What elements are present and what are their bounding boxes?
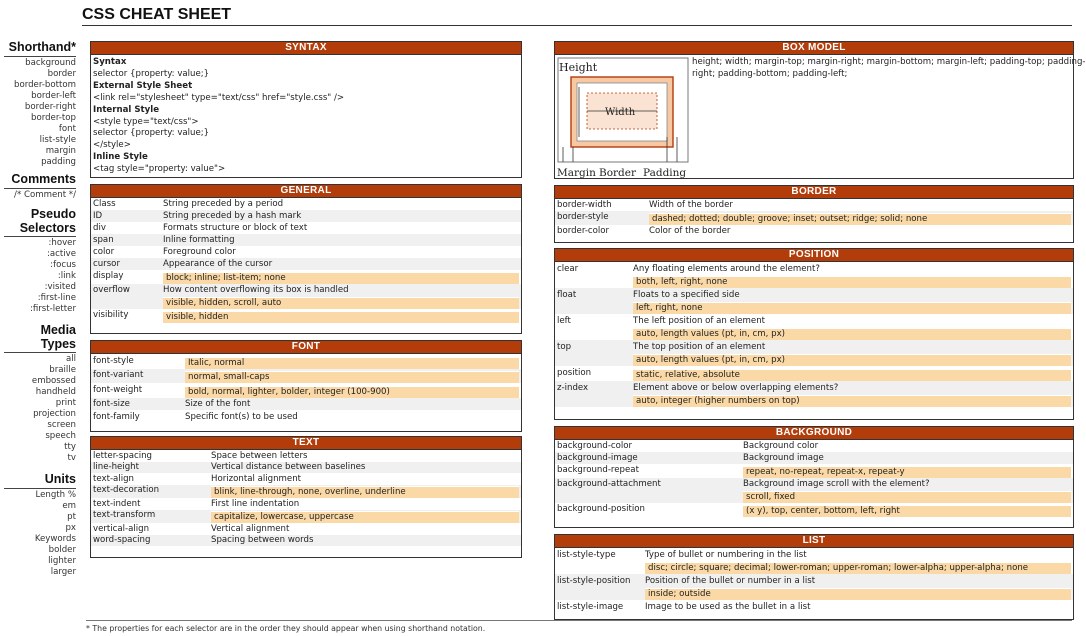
sidebar-item: :first-line: [37, 293, 76, 303]
property-value: [631, 262, 1073, 288]
sidebar-item: projection: [33, 409, 76, 419]
property-value: [741, 478, 1073, 503]
description: First line indentation: [211, 498, 300, 509]
description: Specific font(s) to be used: [185, 411, 298, 422]
sidebar-item: braille: [49, 365, 76, 375]
table-row: [91, 410, 521, 423]
property-value: [209, 473, 521, 485]
table-row: [91, 284, 521, 309]
property-name: text-align: [93, 473, 135, 484]
table-row: [555, 440, 1073, 452]
property-name: border-color: [557, 226, 610, 236]
property-value: [741, 503, 1073, 517]
property-value: [183, 383, 521, 398]
table-row: [555, 288, 1073, 314]
sidebar-item: :first-letter: [29, 304, 76, 314]
syntax-line: selector {property: value;}: [93, 68, 210, 79]
sidebar-item: larger: [50, 567, 76, 577]
description: String preceded by a hash mark: [163, 211, 302, 221]
property-value: [161, 270, 521, 284]
property-name: list-style-position: [555, 574, 643, 600]
text-table: [91, 450, 521, 546]
description: Color of the border: [649, 226, 731, 236]
property-name: clear: [557, 264, 579, 274]
table-row: [91, 309, 521, 323]
property-name: float: [555, 288, 631, 314]
sidebar-heading: Units: [4, 472, 76, 489]
table-row: [555, 211, 1073, 225]
property-value: [209, 510, 521, 524]
table-row: [91, 222, 521, 234]
table-row: [91, 450, 521, 462]
description: String preceded by a period: [163, 199, 284, 209]
table-row: [91, 198, 521, 210]
table-row: [555, 600, 1073, 613]
description: Size of the font: [185, 399, 251, 409]
property-name: text-transform: [91, 510, 209, 524]
position-header: POSITION: [555, 249, 1073, 262]
sidebar-item: embossed: [31, 376, 76, 386]
property-name: background-color: [557, 441, 633, 451]
value-options: bold, normal, lighter, bolder, integer (100-900): [185, 386, 519, 398]
property-value: [209, 462, 521, 474]
syntax-body: [91, 55, 521, 178]
table-row: [555, 574, 1073, 600]
description: Position of the bullet or number in a list: [645, 576, 816, 586]
sidebar-item: print: [55, 398, 76, 408]
sidebar-item: tv: [67, 453, 76, 463]
value-options: auto, length values (pt, in, cm, px): [633, 328, 1071, 340]
sidebar-item: border-top: [30, 113, 76, 123]
sidebar-item: border: [47, 69, 76, 79]
sidebar-item: :focus: [50, 260, 76, 270]
sidebar-heading: Media Types: [4, 323, 76, 353]
property-name: font-weight: [93, 384, 143, 395]
property-name: list-style-image: [557, 602, 624, 612]
value-options: auto, integer (higher numbers on top): [633, 395, 1071, 407]
border-label: Border: [599, 167, 637, 179]
property-name: background-position: [557, 504, 645, 514]
font-section: [90, 340, 522, 432]
property-value: [631, 288, 1073, 314]
syntax-line: <link rel="stylesheet" type="text/css" href="style.css" />: [93, 92, 345, 103]
title-rule: [82, 25, 1072, 26]
page-title: CSS CHEAT SHEET: [82, 6, 232, 23]
property-name: font-size: [91, 398, 183, 411]
sidebar-item: speech: [45, 431, 76, 441]
property-name: z-index: [555, 381, 631, 407]
property-value: [161, 309, 521, 323]
table-row: [555, 478, 1073, 503]
property-name: Class: [93, 199, 116, 209]
description: Spacing between words: [211, 535, 314, 545]
property-value: [741, 452, 1073, 464]
property-name: background-attachment: [555, 478, 741, 503]
table-row: [91, 270, 521, 284]
sidebar-item: Keywords: [34, 534, 76, 544]
property-name: border-width: [557, 200, 612, 210]
syntax-section: [90, 41, 522, 178]
property-value: [631, 340, 1073, 366]
value-options: left, right, none: [633, 302, 1071, 314]
property-name: font-family: [93, 411, 140, 422]
property-name: div: [93, 223, 106, 233]
footer-rule: [86, 620, 1072, 621]
value-options: static, relative, absolute: [633, 369, 1071, 381]
description: Appearance of the cursor: [163, 259, 273, 269]
syntax-header: SYNTAX: [91, 42, 521, 55]
table-row: [555, 464, 1073, 478]
table-row: [555, 366, 1073, 381]
property-value: [643, 600, 1073, 613]
value-options: capitalize, lowercase, uppercase: [211, 511, 519, 523]
table-row: [91, 246, 521, 258]
table-row: [91, 523, 521, 535]
value-options: Italic, normal: [185, 357, 519, 369]
font-header: FONT: [91, 341, 521, 354]
text-section: [90, 436, 522, 558]
value-options: auto, length values (pt, in, cm, px): [633, 354, 1071, 366]
sidebar-item: background: [25, 58, 76, 68]
sidebar-item: :active: [46, 249, 76, 259]
table-row: [555, 199, 1073, 211]
background-table: [555, 440, 1073, 517]
sidebar-item: border-left: [31, 91, 76, 101]
property-name: font-variant: [91, 369, 183, 384]
height-label: Height: [559, 61, 598, 74]
value-options: block; inline; list-item; none: [163, 272, 519, 284]
sidebar-item: lighter: [48, 556, 76, 566]
property-value: [161, 284, 521, 309]
property-name: cursor: [91, 258, 161, 270]
property-value: [161, 222, 521, 234]
description: The left position of an element: [633, 316, 766, 326]
property-name: position: [557, 368, 592, 378]
sidebar-item: :visited: [44, 282, 76, 292]
value-options: inside; outside: [645, 588, 1071, 600]
table-row: [91, 510, 521, 524]
value-options: normal, small-caps: [185, 371, 519, 383]
syntax-line: Syntax: [93, 57, 127, 67]
property-value: [647, 199, 1073, 211]
sidebar-item: border-bottom: [13, 80, 76, 90]
sidebar-item: handheld: [35, 387, 76, 397]
sidebar-item: all: [65, 354, 76, 364]
value-options: visible, hidden: [163, 311, 519, 323]
box-model-diagram: [557, 57, 691, 179]
property-value: [183, 354, 521, 369]
sidebar-item: em: [62, 501, 76, 511]
value-options: disc; circle; square; decimal; lower-roman; upper-roman; lower-alpha; upper-alpha; none: [645, 562, 1071, 574]
property-value: [209, 450, 521, 462]
table-row: [91, 383, 521, 398]
property-value: [631, 381, 1073, 407]
property-name: letter-spacing: [93, 450, 152, 461]
text-header: TEXT: [91, 437, 521, 450]
property-value: [647, 225, 1073, 237]
general-section: [90, 184, 522, 334]
property-name: color: [93, 247, 115, 257]
property-value: [183, 369, 521, 384]
property-value: [631, 366, 1073, 381]
description: Foreground color: [163, 247, 236, 257]
property-name: border-style: [555, 211, 647, 225]
sidebar-heading: Comments: [4, 172, 76, 189]
list-section: [554, 534, 1074, 620]
property-value: [741, 464, 1073, 478]
description: Element above or below overlapping elements?: [633, 383, 839, 393]
sidebar-item: Length %: [35, 490, 76, 500]
box-model-properties: height; width; margin-top; margin-right; margin-bottom; margin-left; padding-top; padding-right; padding-bottom; padding-left;: [692, 57, 1086, 79]
box-model-header: BOX MODEL: [555, 42, 1073, 55]
description: Vertical distance between baselines: [211, 462, 366, 472]
general-table: [91, 198, 521, 323]
table-row: [555, 314, 1073, 340]
sidebar: [4, 40, 76, 578]
table-row: [91, 485, 521, 499]
property-name: visibility: [93, 310, 129, 320]
table-row: [91, 258, 521, 270]
sidebar-item: margin: [45, 146, 76, 156]
property-value: [161, 210, 521, 222]
table-row: [555, 262, 1073, 288]
description: Floats to a specified side: [633, 290, 740, 300]
property-value: [631, 314, 1073, 340]
description: Image to be used as the bullet in a list: [645, 602, 811, 612]
property-name: font-style: [93, 355, 134, 366]
background-header: BACKGROUND: [555, 427, 1073, 440]
property-name: display: [93, 271, 124, 281]
table-row: [555, 452, 1073, 464]
position-section: [554, 248, 1074, 420]
property-name: line-height: [91, 462, 209, 474]
description: The top position of an element: [633, 342, 766, 352]
property-name: overflow: [91, 284, 161, 309]
margin-label: Margin: [557, 167, 596, 179]
property-name: vertical-align: [93, 523, 150, 534]
syntax-line: <style type="text/css">: [93, 116, 199, 127]
sidebar-heading: Pseudo Selectors: [4, 207, 76, 237]
property-name: left: [557, 316, 571, 326]
table-row: [91, 473, 521, 485]
sidebar-item: /* Comment */: [14, 190, 76, 200]
font-table: [91, 354, 521, 423]
syntax-line: External Style Sheet: [93, 80, 193, 91]
description: Width of the border: [649, 200, 733, 210]
property-value: [183, 410, 521, 423]
property-name: span: [91, 234, 161, 246]
box-model-section: [554, 41, 1086, 179]
property-value: [161, 258, 521, 270]
border-section: [554, 185, 1074, 243]
description: How content overflowing its box is handled: [163, 285, 349, 295]
property-value: [647, 211, 1073, 225]
sidebar-item: padding: [41, 157, 76, 167]
border-table: [555, 199, 1073, 237]
description: Vertical alignment: [211, 523, 290, 534]
property-value: [161, 246, 521, 258]
padding-label: Padding: [643, 167, 687, 179]
background-section: [554, 426, 1074, 528]
property-name: background-image: [555, 452, 741, 464]
property-name: text-decoration: [91, 485, 209, 499]
property-value: [183, 398, 521, 411]
description: Background image: [743, 453, 824, 463]
syntax-line: Inline Style: [93, 152, 148, 163]
position-table: [555, 262, 1073, 407]
property-value: [209, 535, 521, 547]
table-row: [91, 210, 521, 222]
table-row: [555, 548, 1073, 574]
table-row: [91, 354, 521, 369]
description: Background image scroll with the element?: [743, 479, 930, 489]
syntax-line: Internal Style: [93, 104, 160, 115]
description: Any floating elements around the element?: [633, 264, 820, 274]
property-name: background-repeat: [557, 465, 639, 475]
list-header: LIST: [555, 535, 1073, 548]
description: Space between letters: [211, 450, 308, 461]
property-name: text-indent: [93, 498, 141, 509]
description: Inline formatting: [163, 235, 235, 245]
sidebar-item: border-right: [24, 102, 76, 112]
syntax-line: selector {property: value;}: [93, 128, 210, 139]
value-options: blink, line-through, none, overline, underline: [211, 486, 519, 498]
value-options: (x y), top, center, bottom, left, right: [743, 505, 1071, 517]
sidebar-item: bolder: [48, 545, 76, 555]
property-value: [209, 523, 521, 535]
sidebar-item: font: [58, 124, 76, 134]
table-row: [91, 498, 521, 510]
sidebar-item: :hover: [48, 238, 76, 248]
sidebar-item: pt: [67, 512, 76, 522]
sidebar-item: list-style: [39, 135, 76, 145]
sidebar-item: px: [65, 523, 76, 533]
sidebar-item: screen: [47, 420, 76, 430]
property-value: [209, 498, 521, 510]
property-value: [161, 234, 521, 246]
value-options: dashed; dotted; double; groove; inset; outset; ridge; solid; none: [649, 213, 1071, 225]
property-name: list-style-type: [557, 550, 616, 560]
table-row: [91, 398, 521, 411]
footnote: * The properties for each selector are in the order they should appear when using shorthand notation.: [86, 624, 486, 633]
property-name: word-spacing: [91, 535, 209, 547]
description: Horizontal alignment: [211, 473, 302, 484]
table-row: [555, 503, 1073, 517]
general-header: GENERAL: [91, 185, 521, 198]
property-value: [161, 198, 521, 210]
table-row: [91, 369, 521, 384]
syntax-line: <tag style="property: value">: [93, 164, 226, 175]
property-value: [643, 548, 1073, 574]
sidebar-item: tty: [64, 442, 76, 452]
description: Background color: [743, 441, 819, 451]
property-name: top: [555, 340, 631, 366]
table-row: [555, 225, 1073, 237]
description: Formats structure or block of text: [163, 223, 308, 233]
value-options: repeat, no-repeat, repeat-x, repeat-y: [743, 466, 1071, 478]
list-table: [555, 548, 1073, 613]
table-row: [555, 340, 1073, 366]
description: Type of bullet or numbering in the list: [645, 550, 807, 560]
property-value: [209, 485, 521, 499]
sidebar-item: :link: [57, 271, 76, 281]
value-options: scroll, fixed: [743, 491, 1071, 503]
property-value: [643, 574, 1073, 600]
property-value: [741, 440, 1073, 452]
table-row: [555, 381, 1073, 407]
syntax-line: </style>: [93, 140, 131, 151]
table-row: [91, 535, 521, 547]
value-options: both, left, right, none: [633, 276, 1071, 288]
sidebar-heading: Shorthand*: [4, 40, 76, 57]
border-header: BORDER: [555, 186, 1073, 199]
table-row: [91, 234, 521, 246]
value-options: visible, hidden, scroll, auto: [163, 297, 519, 309]
width-label: Width: [605, 107, 636, 118]
table-row: [91, 462, 521, 474]
property-name: ID: [91, 210, 161, 222]
